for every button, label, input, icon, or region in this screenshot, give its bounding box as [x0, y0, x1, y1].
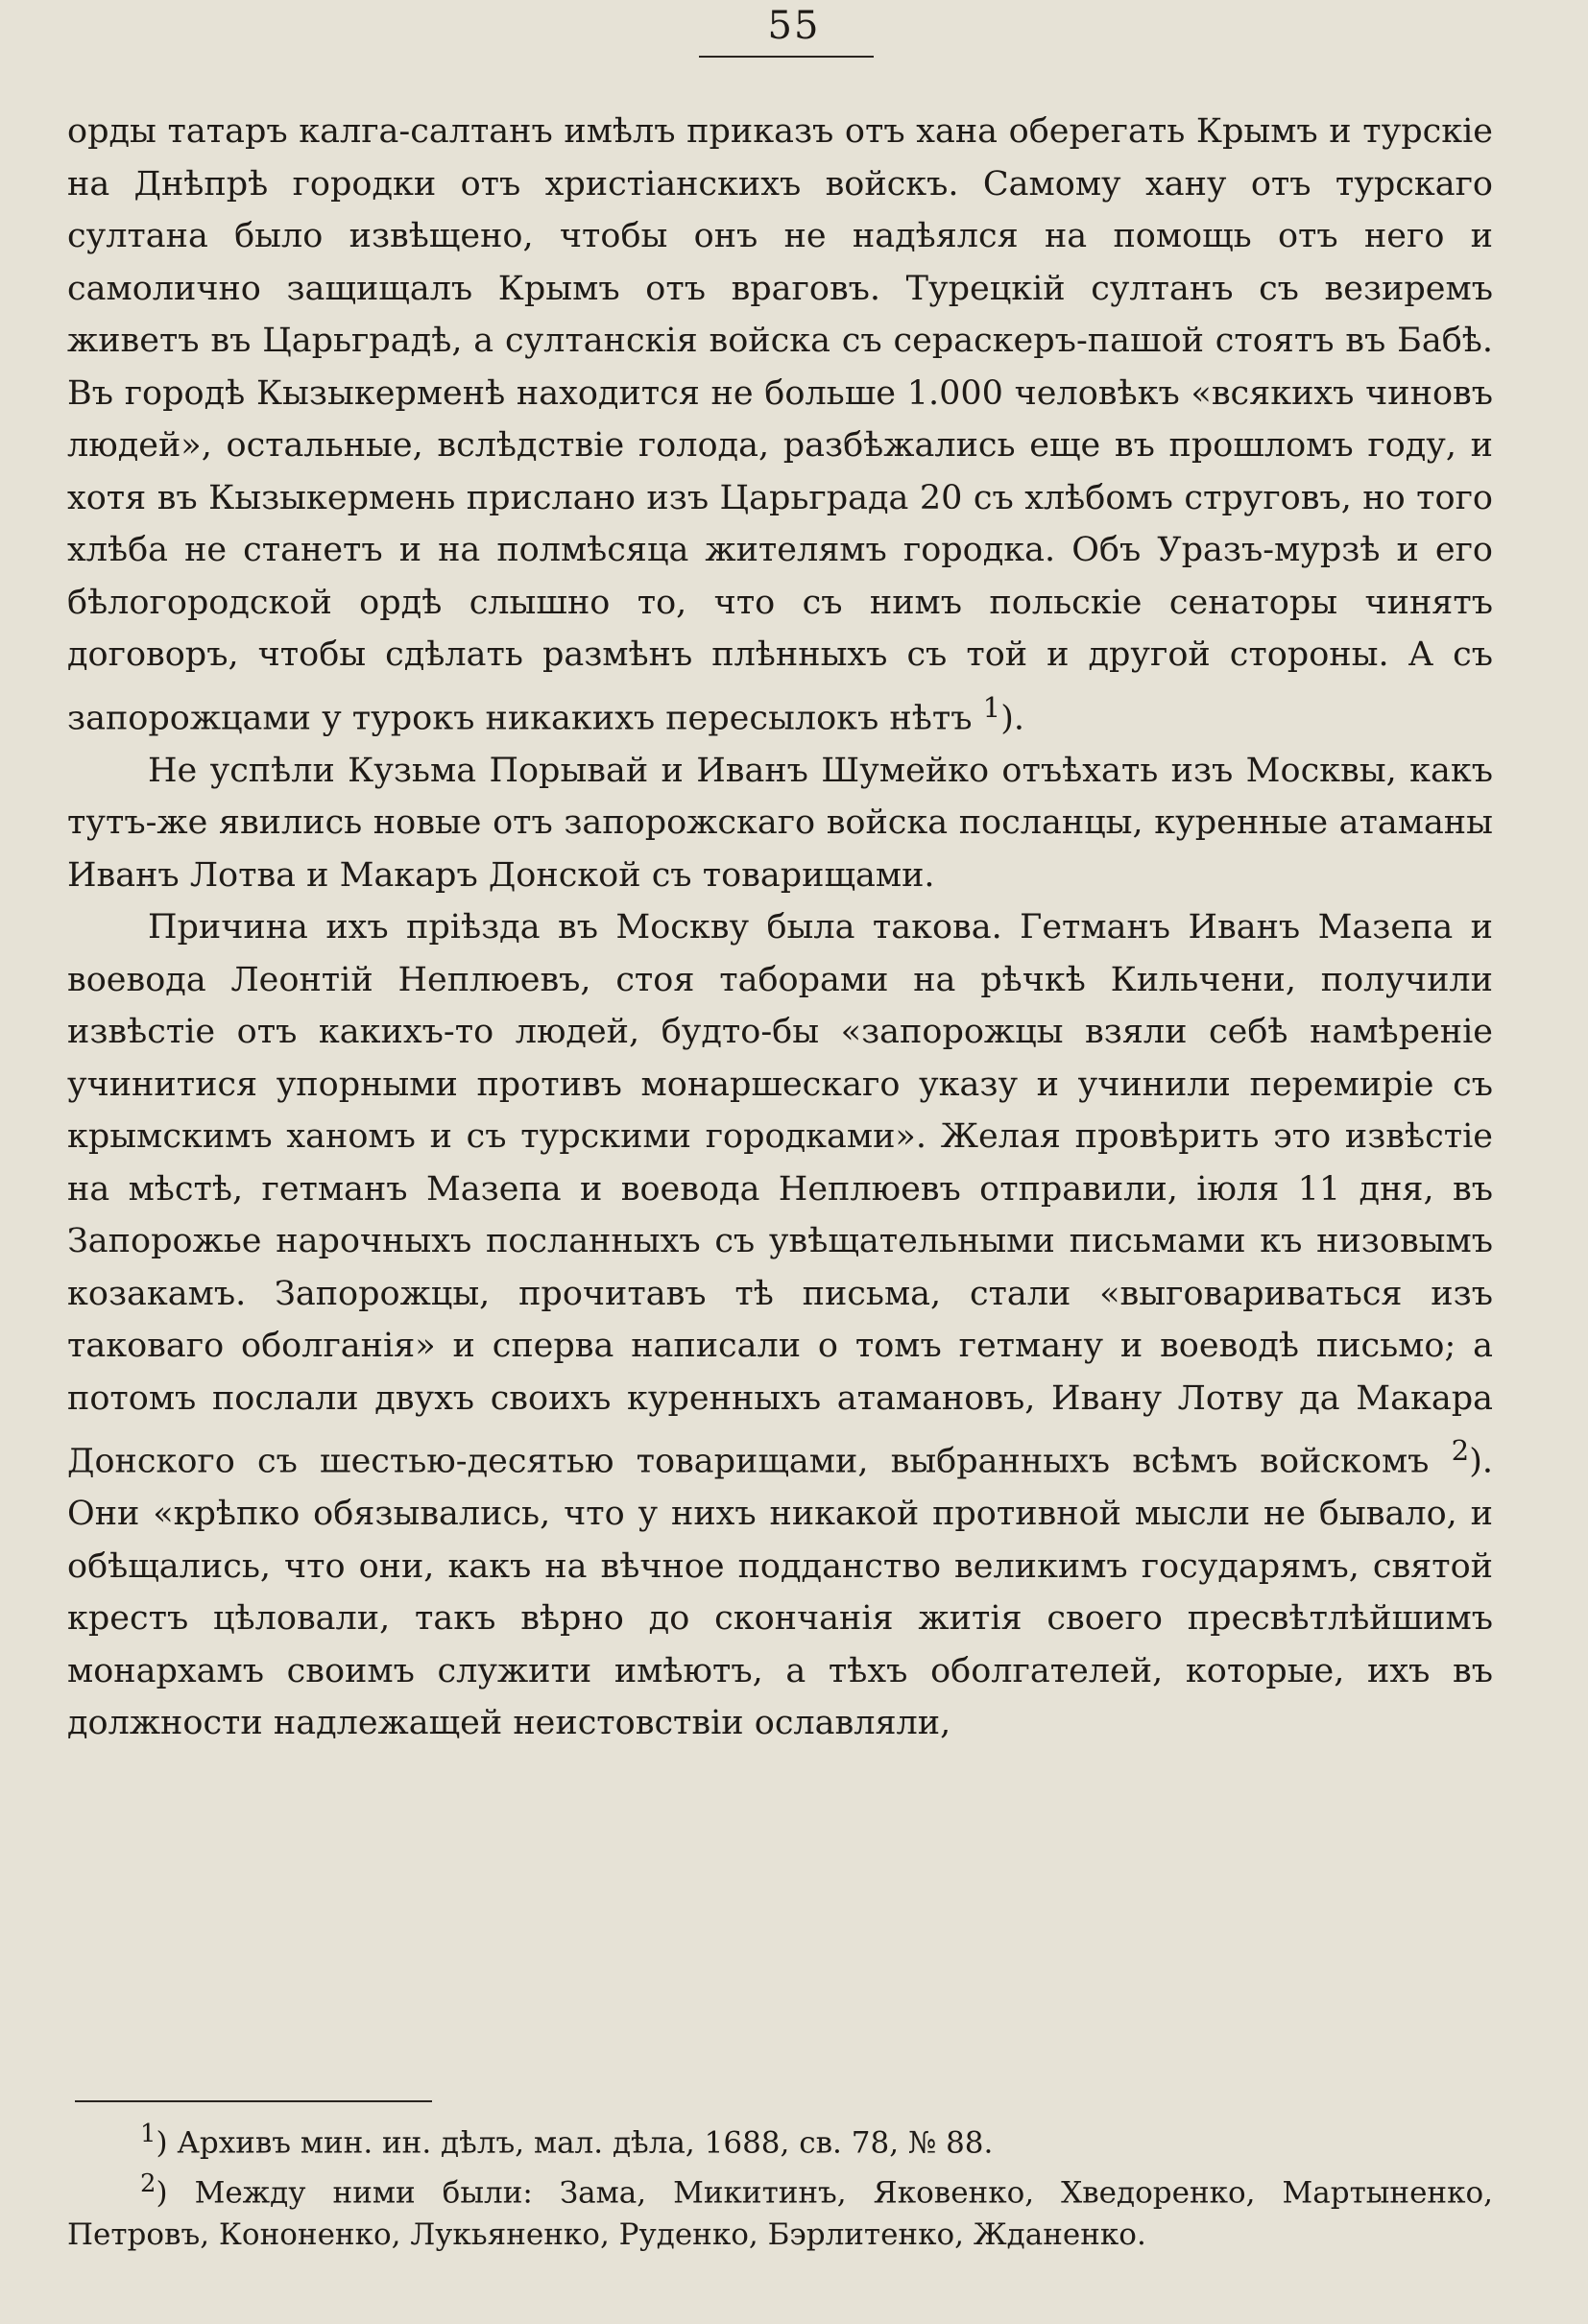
footnote-1-marker: 1	[140, 2120, 156, 2148]
footnote-rule	[75, 2100, 432, 2102]
paragraph-3-tail: ). Они «крѣпко обязывались, что у нихъ никакой противной мысли не бывало, и обѣщались, что они, какъ на вѣчное подданство великимъ государямъ, святой крестъ цѣловали, такъ вѣрно до скончанія житія своего пресвѣтлѣйшимъ монархамъ своимъ служити имѣютъ, а тѣхъ оболгателей, которые, ихъ въ должности надлежащей неистовствіи ославляли,	[67, 1442, 1493, 1743]
footnote-2-marker: 2	[140, 2169, 156, 2199]
paragraph-1-tail: ).	[1000, 699, 1024, 738]
paragraph-3	[67, 901, 1493, 1750]
paragraph-3-text: Причина ихъ пріѣзда въ Москву была такова. Гетманъ Иванъ Мазепа и воевода Леонтій Неплюевъ, стоя таборами на рѣчкѣ Кильчени, получили извѣстіе отъ какихъ-то людей, будто-бы «запорожцы взяли себѣ намѣреніе учинитися упорными противъ монаршескаго указу и учинили перемиріе съ крымскимъ ханомъ и съ турскими городками». Желая провѣрить это извѣстіе на мѣстѣ, гетманъ Мазепа и воевода Неплюевъ отправили, іюля 11 дня, въ Запорожье нарочныхъ посланныхъ съ увѣщательными письмами къ низовымъ козакамъ. Запорожцы, прочитавъ тѣ письма, стали «выговариваться изъ таковаго оболганія» и сперва написали о томъ гетману и воеводѣ письмо; а потомъ послали двухъ своихъ куренныхъ атамановъ, Ивану Лотву да Макара Донского съ шестью-десятью товарищами, выбранныхъ всѣмъ войскомъ	[67, 908, 1493, 1481]
paragraph-2	[67, 745, 1493, 902]
body-text	[67, 106, 1493, 1750]
footnote-2-text: ) Между ними были: Зама, Микитинъ, Яковенко, Хведоренко, Мартыненко, Петровъ, Кононенко, Лукьяненко, Руденко, Бэрлитенко, Жданенко.	[67, 2175, 1493, 2252]
footnote-ref-1: 1	[982, 690, 1001, 724]
footnote-1-text: ) Архивъ мин. ин. дѣлъ, мал. дѣла, 1688, св. 78, № 88.	[156, 2125, 994, 2161]
page-number: 55	[767, 4, 821, 48]
paragraph-1	[67, 106, 1493, 745]
footnote-2	[67, 2164, 1493, 2255]
footnote-ref-2: 2	[1451, 1434, 1470, 1468]
header-rule	[699, 56, 874, 58]
paragraph-2-text: Не успѣли Кузьма Порывай и Иванъ Шумейко отъѣхать изъ Москвы, какъ тутъ-же явились новые отъ запорожскаго войска посланцы, куренные атаманы Иванъ Лотва и Макаръ Донской съ товарищами.	[67, 751, 1493, 895]
paragraph-1-text: орды татаръ калга-салтанъ имѣлъ приказъ отъ хана оберегать Крымъ и турскіе на Днѣпрѣ городки отъ христіанскихъ войскъ. Самому хану отъ турскаго султана было извѣщено, чтобы онъ не надѣялся на помощь отъ него и самолично защищалъ Крымъ отъ враговъ. Турецкій султанъ съ везиремъ живетъ въ Царьградѣ, а султанскія войска съ сераскеръ-пашой стоятъ въ Бабѣ. Въ городѣ Кызыкерменѣ находится не больше 1.000 человѣкъ «всякихъ чиновъ людей», остальные, вслѣдствіе голода, разбѣжались еще въ прошломъ году, и хотя въ Кызыкермень прислано изъ Царьграда 20 съ хлѣбомъ струговъ, но того хлѣба не станетъ и на полмѣсяца жителямъ городка. Объ Уразъ-мурзѣ и его бѣлогородской ордѣ слышно то, что съ нимъ польскіе сенаторы чинятъ договоръ, чтобы сдѣлать размѣнъ плѣнныхъ съ той и другой стороны. А съ запорожцами у турокъ никакихъ пересылокъ нѣтъ	[67, 112, 1493, 738]
footnotes	[67, 2114, 1493, 2256]
footnote-1	[67, 2114, 1493, 2164]
